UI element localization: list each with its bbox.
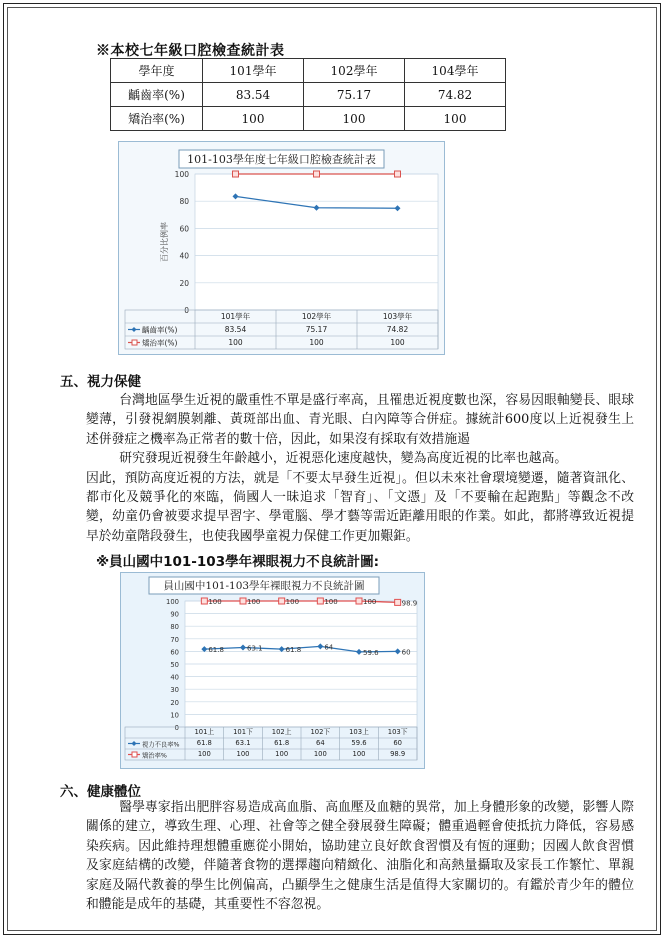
section6-body [86, 798, 634, 914]
x-tick-label: 102下 [310, 728, 331, 736]
data-label: 61.8 [208, 646, 224, 655]
y-tick-label: 100 [174, 170, 189, 179]
oral-exam-chart [118, 141, 445, 355]
data-point [395, 599, 401, 605]
table-cell: 100 [405, 107, 506, 131]
section6-paragraph-1: 醫學專家指出肥胖容易造成高血脂、高血壓及血糖的異常，加上身體形象的改變，影響人際關係的建立，導致生理、心理、社會等之健全發展發生障礙；體重過輕會使抵抗力降低，容易感染疾病。因此維持理想體重應從小開始，協助建立良好飲食習慣及有恆的運動；因國人飲食習慣及家庭結構的改變，伴隨著食物的選擇趨向精緻化、油脂化和高熱量攝取及家長工作繁忙、單親家庭及隔代教養的學生比例偏高，凸顯學生之健康生活是值得大家關切的。有鑑於青少年的體位和體能是成年的基礎，其重要性不容忽視。 [86, 800, 634, 913]
data-label: 63.1 [247, 644, 263, 653]
x-tick-label: 102學年 [301, 312, 332, 321]
section5-paragraph-1: 台灣地區學生近視的嚴重性不單是盛行率高，且罹患近視度數也深，容易因眼軸變長、眼球變薄，引發視網膜剝離、黃斑部出血、青光眼、白內障等合併症。據統計600度以上近視發生上述併發症之機率為正常者的數十倍，因此，如果沒有採取有效措施遏 [86, 393, 634, 447]
section6-title: 六、健康體位 [60, 784, 141, 800]
data-point [395, 171, 401, 177]
table-cell: 100 [203, 107, 304, 131]
y-tick-label: 60 [170, 648, 179, 657]
y-tick-label: 40 [170, 673, 179, 682]
y-tick-label: 0 [174, 724, 179, 732]
table-cell: 101學年 [203, 59, 304, 83]
x-tick-label: 101下 [233, 728, 253, 736]
data-table-value: 61.8 [196, 739, 212, 747]
vision-chart [120, 572, 425, 769]
chart-title: 員山國中101-103學年裸眼視力不良統計圖 [163, 580, 365, 592]
data-table-value: 60 [393, 739, 402, 747]
data-point [201, 598, 207, 604]
section5-body [86, 391, 634, 546]
y-axis-label: 百分比例率 [160, 222, 169, 262]
y-tick-label: 80 [179, 197, 189, 207]
legend-label: 矯治率% [142, 752, 167, 760]
data-table-value: 63.1 [235, 739, 251, 747]
y-tick-label: 80 [170, 623, 179, 632]
data-label: 100 [363, 598, 377, 606]
table-cell: 矯治率(%) [111, 107, 203, 131]
data-label: 100 [324, 598, 338, 606]
table-cell: 75.17 [304, 83, 405, 107]
y-tick-label: 40 [179, 251, 189, 261]
table-cell: 學年度 [111, 59, 203, 83]
oral-exam-chart-svg [119, 142, 446, 356]
data-point [317, 598, 323, 604]
table-header-row [111, 59, 506, 83]
data-table-value: 100 [352, 750, 366, 758]
data-point [314, 171, 320, 177]
y-tick-label: 100 [166, 598, 179, 606]
legend-swatch-marker [132, 340, 137, 345]
legend-swatch-marker [132, 327, 137, 332]
data-table-value: 61.8 [274, 739, 290, 747]
data-table-value: 59.6 [351, 739, 367, 747]
table-cell: 100 [304, 107, 405, 131]
y-tick-label: 20 [170, 698, 179, 707]
data-table-value: 100 [313, 750, 327, 758]
legend-swatch-marker [132, 752, 137, 757]
data-table-value: 100 [309, 338, 324, 347]
oral-exam-stats-table [110, 58, 506, 131]
data-label: 60 [401, 648, 411, 657]
table-cell: 74.82 [405, 83, 506, 107]
vision-chart-svg [121, 573, 426, 770]
x-tick-label: 101學年 [220, 312, 251, 321]
table-row [111, 107, 506, 131]
x-tick-label: 102上 [271, 728, 292, 736]
data-point [240, 598, 246, 604]
table-cell: 102學年 [304, 59, 405, 83]
x-tick-label: 103上 [349, 728, 369, 736]
y-tick-label: 70 [170, 635, 179, 644]
data-table-value: 75.17 [305, 325, 328, 334]
table-cell: 齲齒率(%) [111, 83, 203, 107]
section5-title: 五、視力保健 [60, 374, 141, 390]
legend-label: 視力不良率% [142, 741, 180, 749]
section5-paragraph-2: 研究發現近視發生年齡越小，近視惡化速度越快，變為高度近視的比率也越高。 [119, 451, 568, 467]
data-table-value: 100 [390, 338, 405, 347]
data-label: 100 [285, 598, 300, 606]
legend-label: 矯治率(%) [142, 338, 178, 348]
y-tick-label: 0 [184, 306, 189, 315]
data-table-value: 74.82 [386, 325, 409, 334]
data-table-value: 83.54 [224, 325, 247, 334]
x-tick-label: 103下 [387, 728, 408, 736]
data-point [233, 171, 239, 177]
y-tick-label: 30 [170, 686, 179, 695]
y-tick-label: 90 [170, 610, 179, 619]
data-label: 100 [208, 598, 222, 606]
data-table-value: 98.9 [390, 750, 406, 758]
data-table-value: 100 [275, 750, 289, 758]
table-cell: 104學年 [405, 59, 506, 83]
data-table-value: 100 [228, 338, 243, 347]
y-tick-label: 60 [179, 224, 189, 234]
legend-swatch-marker [132, 741, 137, 746]
data-table-value: 64 [316, 739, 325, 747]
y-tick-label: 10 [170, 711, 179, 720]
data-label: 59.6 [363, 648, 379, 657]
plot-area [195, 174, 438, 310]
x-tick-label: 101上 [194, 728, 215, 736]
y-tick-label: 20 [179, 278, 189, 288]
data-label: 100 [247, 598, 261, 606]
table-cell: 83.54 [203, 83, 304, 107]
data-label: 61.8 [285, 646, 302, 655]
x-tick-label: 103學年 [382, 312, 413, 321]
legend-label: 齲齒率(%) [142, 325, 178, 335]
chart-title: 101-103學年度七年級口腔檢查統計表 [187, 153, 376, 166]
table-row [111, 83, 506, 107]
data-table-value: 100 [197, 750, 211, 758]
y-tick-label: 50 [170, 661, 179, 669]
vision-chart-heading: ※員山國中101-103學年裸眼視力不良統計圖: [96, 554, 379, 570]
data-point [279, 598, 285, 604]
data-label: 98.9 [401, 599, 418, 608]
data-point [356, 598, 362, 604]
section5-paragraph-3: 因此，預防高度近視的方法，就是「不要太早發生近視」。但以未來社會環境變遷，隨著資訊化、都市化及競爭化的來臨，倘國人一昧追求「智育」、「文憑」及「不要輸在起跑點」等觀念不改變，幼童仍會被要求提早習字、學電腦、學才藝等需近距離用眼的作業。如此，都將導致近視提早於幼童階段發生，也使我國學童視力保健工作更加艱鉅。 [86, 470, 634, 544]
table-title: ※本校七年級口腔檢查統計表 [96, 43, 285, 59]
data-table-value: 100 [236, 750, 250, 758]
data-label: 64 [324, 643, 334, 652]
